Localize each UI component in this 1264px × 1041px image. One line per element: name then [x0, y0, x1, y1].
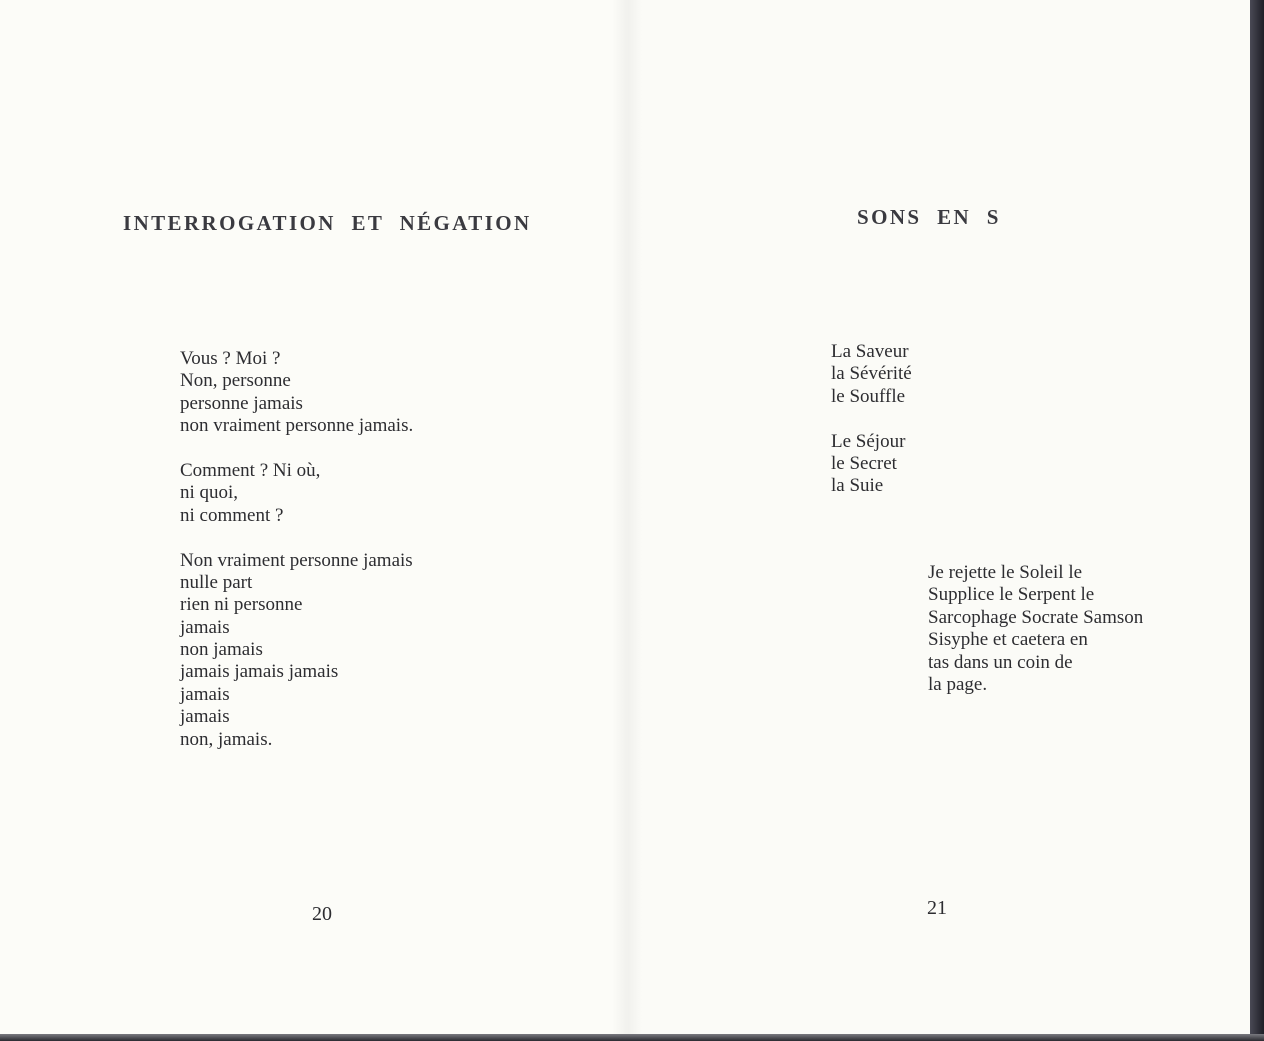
- verse-line: Non, personne: [180, 370, 291, 392]
- verse-line: Sarcophage Socrate Samson: [928, 606, 1144, 628]
- verse-line: Comment ? Ni où,: [180, 459, 321, 481]
- stanza: [831, 431, 912, 498]
- verse-line: jamais: [180, 683, 230, 705]
- verse-line: Sisyphe et caetera en: [928, 629, 1088, 651]
- verse-line: jamais jamais jamais: [180, 661, 339, 683]
- page-title: INTERROGATION ET NÉGATION: [123, 211, 532, 235]
- verse-line: non, jamais.: [180, 728, 273, 750]
- verse-line: la Suie: [831, 475, 884, 497]
- verse-line: jamais: [180, 616, 230, 638]
- stanza: [180, 460, 413, 527]
- verse-line: la page.: [928, 673, 988, 695]
- verse-line: non vraiment personne jamais.: [180, 415, 414, 437]
- page-number: 21: [927, 897, 947, 919]
- poem-final-stanza: [928, 562, 1143, 696]
- book-edge-right: [1250, 0, 1264, 1041]
- verse-line: rien ni personne: [180, 594, 303, 616]
- verse-line: ni quoi,: [180, 482, 239, 504]
- stanza: [180, 348, 413, 438]
- book-edge-bottom: [0, 1034, 1264, 1041]
- book-gutter: [612, 0, 642, 1041]
- verse-line: La Saveur: [831, 341, 909, 362]
- verse-line: Non vraiment personne jamais: [180, 549, 413, 571]
- verse-line: le Souffle: [831, 385, 906, 407]
- page-title: SONS EN S: [857, 205, 1001, 229]
- verse-line: ni comment ?: [180, 504, 284, 526]
- verse-line: non jamais: [180, 639, 263, 661]
- verse-line: Je rejette le Soleil le: [928, 562, 1083, 583]
- poem-body: [831, 341, 912, 498]
- verse-line: Le Séjour: [831, 430, 906, 452]
- page-number: 20: [312, 903, 332, 925]
- verse-line: tas dans un coin de: [928, 651, 1073, 673]
- poem-body: [180, 348, 413, 751]
- verse-line: Vous ? Moi ?: [180, 348, 281, 369]
- stanza: [180, 550, 413, 752]
- left-page: [0, 0, 628, 1034]
- verse-line: nulle part: [180, 571, 253, 593]
- right-page: [628, 0, 1250, 1034]
- stanza: [831, 341, 912, 408]
- verse-line: personne jamais: [180, 392, 303, 414]
- verse-line: jamais: [180, 706, 230, 728]
- verse-line: le Secret: [831, 452, 897, 474]
- verse-line: Supplice le Serpent le: [928, 584, 1095, 606]
- verse-line: la Sévérité: [831, 363, 912, 385]
